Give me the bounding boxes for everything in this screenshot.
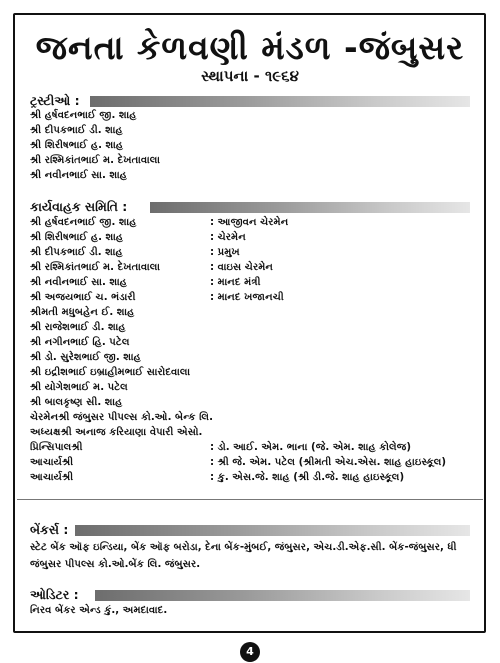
divider-line xyxy=(17,499,483,500)
committee-member-name: ચેરમેનશ્રી જંબુસર પીપલ્સ કો.ઓ. બેન્ક લિ. xyxy=(30,412,213,423)
committee-member-name: શ્રી ડો. સુરેશભાઈ જી. શાહ xyxy=(30,352,141,363)
committee-member-name: શ્રી યોગેશભાઈ મ. પટેલ xyxy=(30,382,128,393)
section-bar xyxy=(90,96,470,107)
committee-member-role: : ચેરમેન xyxy=(210,232,246,243)
trustees-heading: ટ્રસ્ટીઓ : xyxy=(30,93,84,109)
committee-member-name: શ્રી નવીનભાઈ સા. શાહ xyxy=(30,277,128,288)
committee-member-role: : આજીવન ચેરમેન xyxy=(210,217,289,228)
committee-member-role: : માનદ ખજાનચી xyxy=(210,292,284,303)
committee-member-name: શ્રી બાલકૃષ્ણ સી. શાહ xyxy=(30,397,123,408)
bankers-list: સ્ટેટ બેંક ઑફ ઇન્ડિયા, બેંક ઑફ બરોડા, દેના બેંક-મુંબઈ, જંબુસર, એચ.ડી.એફ.સી. બેંક-જંબુસર, ધી જંબુસર પીપલ્સ કો.ઓ.બેંક લિ. જંબુસર. xyxy=(30,542,457,570)
auditor-section-header xyxy=(30,587,470,603)
bankers-section-header xyxy=(30,522,470,538)
committee-member-name: શ્રી શિરીષભાઈ હ. શાહ xyxy=(30,232,124,243)
section-bar xyxy=(75,525,470,536)
section-bar xyxy=(150,202,470,213)
committee-member-name: શ્રી હર્ષવદનભાઈ જી. શાહ xyxy=(30,217,137,228)
committee-member-role: : માનદ મંત્રી xyxy=(210,277,261,288)
page-number: 4 xyxy=(240,642,260,662)
trustee-name: શ્રી રશ્મિકાંતભાઈ મ. દેખતાવાલા xyxy=(30,155,160,166)
committee-member-name: આચાર્યશ્રી xyxy=(30,457,74,468)
committee-member-name: શ્રી ઇદ્રીશભાઈ ઇબ્રાહીમભાઈ સારોદવાલા xyxy=(30,367,191,378)
trustee-name: શ્રી શિરીષભાઈ હ. શાહ xyxy=(30,140,124,151)
committee-member-name: શ્રી દીપકભાઈ ડી. શાહ xyxy=(30,247,123,258)
committee-member-role: : કુ. એસ.જે. શાહ (શ્રી ડી.જે. શાહ હાઇસ્કૂલ) xyxy=(210,472,405,483)
section-bar xyxy=(95,590,470,601)
auditor-heading: ઓડિટર : xyxy=(30,587,83,603)
committee-member-role: : વાઇસ ચેરમેન xyxy=(210,262,274,273)
trustees-section-header xyxy=(30,93,470,109)
committee-section-header xyxy=(30,199,470,215)
committee-member-name: પ્રિન્સિપાલશ્રી xyxy=(30,442,83,453)
bankers-heading: બેંકર્સ : xyxy=(30,522,72,538)
committee-member-name: શ્રી રાજેશભાઈ ડી. શાહ xyxy=(30,322,126,333)
committee-member-role: : ડો. આઈ. એમ. ભાના (જે. એમ. શાહ કોલેજ) xyxy=(210,442,411,453)
auditor-name: નિરવ બેંકર એન્ડ કું., અમદાવાદ. xyxy=(30,605,168,616)
committee-member-name: શ્રી રશ્મિકાંતભાઈ મ. દેખતાવાલા xyxy=(30,262,160,273)
page-title: જનતા કેળવણી મંડળ -જંબુસર xyxy=(35,28,465,67)
committee-member-name: શ્રી નગીનભાઈ હિ. પટેલ xyxy=(30,337,130,348)
committee-member-role: : પ્રમુખ xyxy=(210,247,240,258)
committee-member-role: : શ્રી જે. એમ. પટેલ (શ્રીમતી એચ.એસ. શાહ હાઇસ્કૂલ) xyxy=(210,457,447,468)
committee-heading: કાર્યવાહક સમિતિ : xyxy=(30,199,131,215)
trustee-name: શ્રી હર્ષવદનભાઈ જી. શાહ xyxy=(30,110,137,121)
trustee-name: શ્રી નવીનભાઈ સા. શાહ xyxy=(30,170,128,181)
committee-member-name: શ્રી અજયભાઈ ચ. ભંડારી xyxy=(30,292,136,303)
committee-member-name: અધ્યક્ષશ્રી અનાજ કરિયાણા વેપારી એસો. xyxy=(30,427,203,438)
committee-member-name: આચાર્યશ્રી xyxy=(30,472,74,483)
committee-member-name: શ્રીમતી મધુબહેન ઈ. શાહ xyxy=(30,307,135,318)
page-subtitle: સ્થાપના - ૧૯૬૪ xyxy=(201,67,299,85)
trustee-name: શ્રી દીપકભાઈ ડી. શાહ xyxy=(30,125,123,136)
